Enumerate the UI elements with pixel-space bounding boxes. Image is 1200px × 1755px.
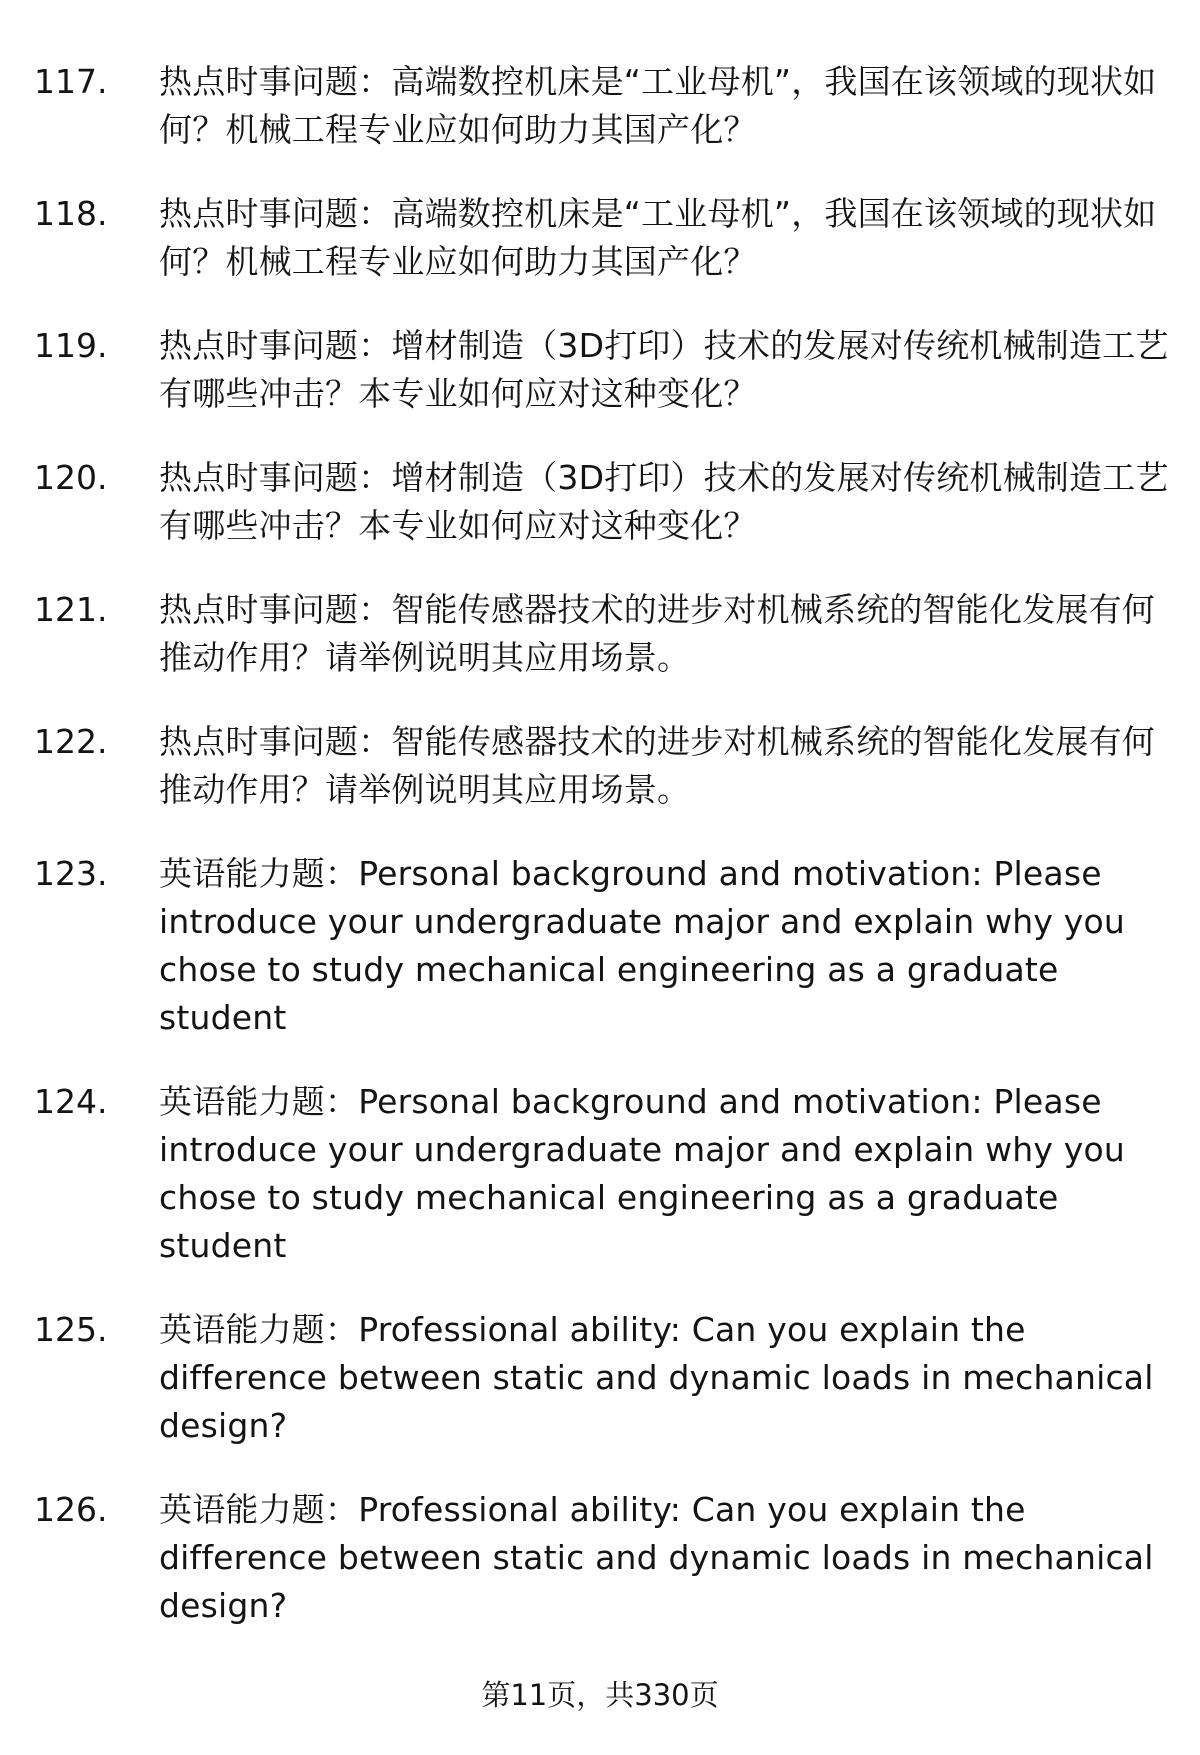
question-item-124 [0,1078,1200,1270]
question-number: 124. [34,1082,108,1121]
question-number: 125. [34,1310,108,1349]
question-number: 117. [34,62,108,101]
question-text: 热点时事问题：高端数控机床是“工业母机”，我国在该领域的现状如何？机械工程专业应如何助力其国产化？ [159,194,1157,281]
question-text: 英语能力题：Personal background and motivation: Please introduce your undergraduate major and explain why you chose to study mechanical engineering as a graduate student [159,854,1126,1037]
question-text: 英语能力题：Professional ability: Can you explain the difference between static and dynamic loads in mechanical design? [159,1490,1154,1625]
question-number: 118. [34,194,108,233]
question-item-123 [0,850,1200,1042]
question-number: 126. [34,1490,108,1529]
question-item-125 [0,1306,1200,1450]
question-item-119 [0,322,1200,418]
question-text: 热点时事问题：增材制造（3D打印）技术的发展对传统机械制造工艺有哪些冲击？本专业如何应对这种变化？ [159,458,1169,545]
question-text: 热点时事问题：高端数控机床是“工业母机”，我国在该领域的现状如何？机械工程专业应如何助力其国产化？ [159,62,1157,149]
question-number: 119. [34,326,108,365]
question-text: 热点时事问题：增材制造（3D打印）技术的发展对传统机械制造工艺有哪些冲击？本专业如何应对这种变化？ [159,326,1169,413]
question-text: 英语能力题：Professional ability: Can you explain the difference between static and dynamic loads in mechanical design? [159,1310,1154,1445]
question-item-126 [0,1486,1200,1630]
question-number: 123. [34,854,108,893]
question-number: 120. [34,458,108,497]
question-text: 热点时事问题：智能传感器技术的进步对机械系统的智能化发展有何推动作用？请举例说明其应用场景。 [159,590,1155,677]
question-number: 121. [34,590,108,629]
question-number: 122. [34,722,108,761]
question-item-122 [0,718,1200,814]
question-text: 英语能力题：Personal background and motivation: Please introduce your undergraduate major and explain why you chose to study mechanical engineering as a graduate student [159,1082,1126,1265]
question-item-120 [0,454,1200,550]
question-item-121 [0,586,1200,682]
question-text: 热点时事问题：智能传感器技术的进步对机械系统的智能化发展有何推动作用？请举例说明其应用场景。 [159,722,1155,809]
question-item-117 [0,58,1200,154]
question-list [0,58,1200,1666]
question-item-118 [0,190,1200,286]
page-indicator: 第11页，共330页 [481,1678,719,1712]
